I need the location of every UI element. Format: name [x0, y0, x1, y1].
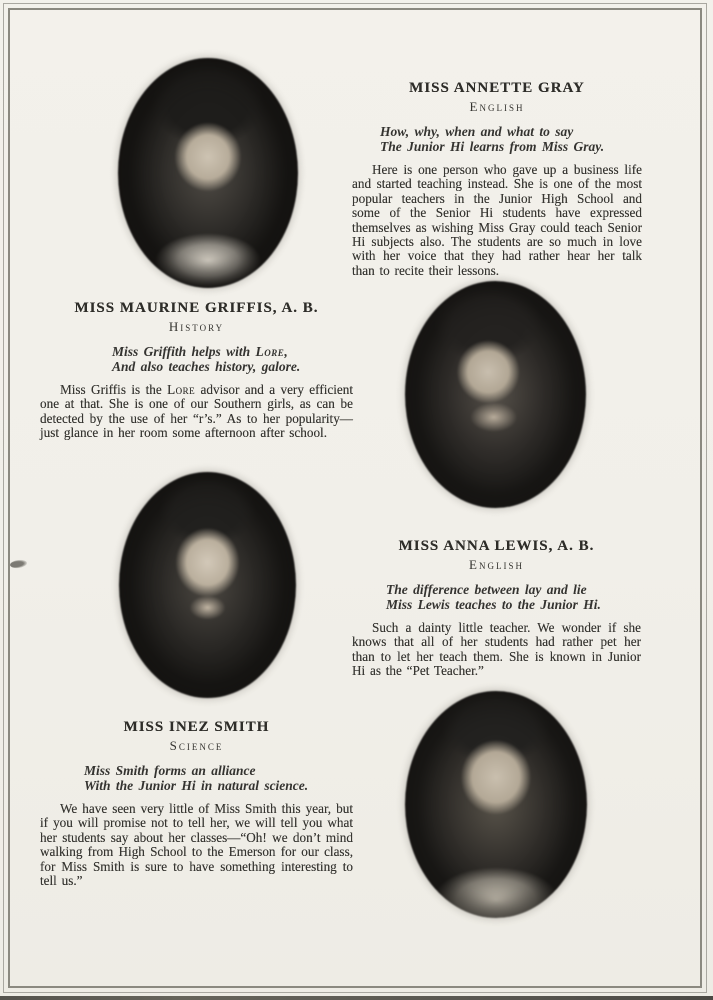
teacher-quote: [352, 583, 641, 612]
ink-smudge: [10, 559, 28, 569]
teacher-quote: [40, 345, 353, 374]
teacher-name: MISS ANNA LEWIS, A. B.: [398, 538, 595, 554]
quote-line: [112, 345, 353, 360]
quote-line: With the Junior Hi in natural science.: [84, 777, 309, 793]
portrait-photo-top-left: [118, 58, 298, 288]
bio-inez-smith: [40, 719, 353, 888]
teacher-subject: English: [469, 557, 524, 572]
bio-annette-gray: [352, 80, 642, 278]
quote-line: Miss Smith forms an alliance: [84, 763, 256, 778]
teacher-subject: English: [469, 99, 525, 114]
teacher-name: MISS ANNETTE GRAY: [409, 80, 585, 96]
teacher-paragraph: We have seen very little of Miss Smith this year, but if you will promise not to tell her, we will tell you what her students say about her classes—“Oh! we don’t mind walking from High School to the Emerson for our class, for Miss Smith is sure to have something interesting to tell us.”: [40, 801, 353, 889]
quote-line: How, why, when and what to say: [380, 124, 574, 139]
portrait-photo-bottom-left: [119, 472, 296, 698]
quote-smallcaps-fragment: Lore: [255, 344, 285, 359]
teacher-name: MISS MAURINE GRIFFIS, A. B.: [74, 300, 319, 316]
bio-anna-lewis: [352, 538, 641, 679]
teacher-quote: [40, 764, 353, 793]
quote-line: Miss Lewis teaches to the Junior Hi.: [386, 596, 601, 612]
paragraph-text-fragment: advisor and a very efficient one at that. She is one of our Southern girls, as can be detected by the use of her “r’s.” As to her popularity—just glance in her room some afternoon after school.: [40, 382, 353, 441]
quote-line: The difference between lay and lie: [386, 582, 587, 597]
quote-text-fragment: ,: [284, 344, 288, 359]
portrait-photo-middle-right: [405, 281, 586, 508]
teacher-name: MISS INEZ SMITH: [123, 719, 270, 735]
bio-maurine-griffis: [40, 300, 353, 441]
quote-text-fragment: Miss Griffith helps with: [112, 344, 256, 359]
teacher-paragraph: Here is one person who gave up a business life and started teaching instead. She is one of the most popular teachers in the Junior High School and some of the Senior Hi students have expressed themselves as wishing Miss Gray could teach Senior Hi subjects also. The students are so much in love with her voice that they had rather hear her talk than to recite their lessons.: [352, 162, 642, 278]
page-bottom-edge: [0, 996, 713, 1000]
quote-line: The Junior Hi learns from Miss Gray.: [380, 138, 605, 154]
teacher-quote: [352, 125, 642, 154]
paragraph-text-fragment: Miss Griffis is the: [60, 382, 168, 397]
portrait-photo-bottom-right: [405, 691, 587, 918]
teacher-paragraph: Such a dainty little teacher. We wonder if she knows that all of her students had rather pet her than to let her teach them. She is known in Junior Hi as the “Pet Teacher.”: [352, 620, 641, 679]
paragraph-smallcaps-fragment: Lore: [167, 382, 196, 397]
teacher-subject: Science: [169, 738, 224, 753]
teacher-paragraph: [40, 383, 353, 441]
quote-line: And also teaches history, galore.: [112, 358, 301, 374]
teacher-subject: History: [168, 319, 225, 334]
